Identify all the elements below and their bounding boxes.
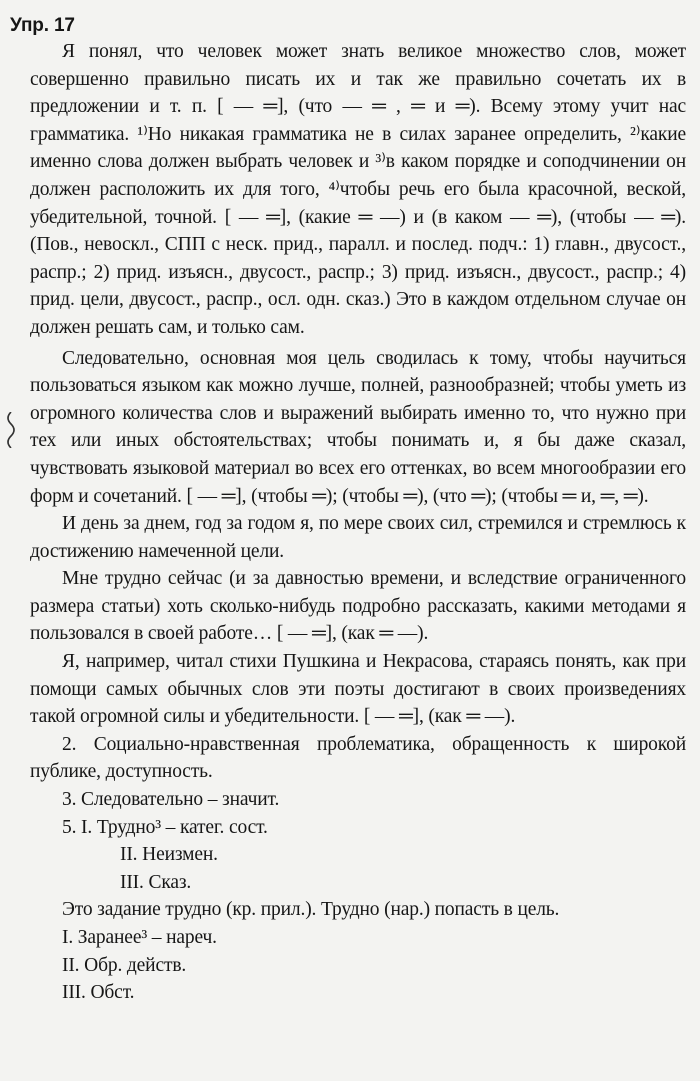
answer-5-ii: II. Неизмен.	[120, 844, 218, 866]
paragraph-2: Следовательно, основная моя цель сводилась к тому, чтобы научиться пользоваться языком как можно лучше, полней, разнообразней; чтобы уметь из огромного количества слов и выражений выбирать именно то, что нужно при тех или иных обстоятельствах; чтобы понимать и, я бы даже сказал, чувствовать языковой материал во всех его оттенках, во всем многообразии его форм и сочетаний. [ — ═], (чтобы ═); (чтобы ═), (что ═); (чтобы ═ и, ═, ═).	[30, 347, 686, 507]
answer-2: 2. Социально-нравственная проблематика, обращенность к широкой публике, доступность.	[30, 733, 686, 783]
answer-3: 3. Следовательно – значит.	[62, 789, 280, 811]
answer-b1: I. Заранее³ – нареч.	[62, 927, 217, 948]
answer-note: Это задание трудно (кр. прил.). Трудно (нар.) попасть в цель.	[62, 899, 560, 921]
answer-b3: III. Обст.	[62, 982, 135, 1004]
answers-list	[30, 786, 686, 1007]
paragraph-4: Мне трудно сейчас (и за давностью времени, и вследствие ограниченного размера статьи) хоть сколько-нибудь подробно рассказать, какими методами я пользовался в своей работе… [ — ═], (как ═ —).	[30, 568, 686, 645]
answer-5: 5. I. Трудно³ – катег. сост.	[62, 816, 268, 838]
answer-b2: II. Обр. действ.	[62, 954, 187, 976]
margin-wavy-mark	[4, 412, 18, 448]
paragraph-1: Я понял, что человек может знать великое множество слов, может совершенно правильно писать их и так же правильно сочетать их в предложении и т. п. [ — ═], (что — ═ , ═ и ═). Всему этому учит нас грамматика. ¹⁾Но никакая грамматика не в силах заранее определить, ²⁾какие именно слова должен выбрать человек и ³⁾в каком порядке и соподчинении он должен расположить их для того, ⁴⁾чтобы речь его была красочной, веской, убедительной, точной. [ — ═], (какие ═ —) и (в каком — ═), (чтобы — ═). (Пов., невоскл., СПП с неск. прид., паралл. и послед. подч.: 1) главн., двусост., распр.; 2) прид. изъясн., двусост., распр.; 3) прид. изъясн., двусост., распр.; 4) прид. цели, двусост., распр., осл. одн. сказ.) Это в каждом отдельном случае он должен решать сам, и только сам.	[30, 41, 686, 338]
exercise-title: Упр. 17	[10, 15, 75, 36]
answer-5-iii: III. Сказ.	[120, 871, 192, 893]
paragraph-5: Я, например, читал стихи Пушкина и Некрасова, стараясь понять, как при помощи самых обычных слов эти поэты достигают в своих произведениях такой огромной силы и убедительности. [ — ═], (как ═ —).	[30, 651, 686, 728]
paragraph-3: И день за днем, год за годом я, по мере своих сил, стремился и стремлюсь к достижению намеченной цели.	[30, 513, 686, 562]
